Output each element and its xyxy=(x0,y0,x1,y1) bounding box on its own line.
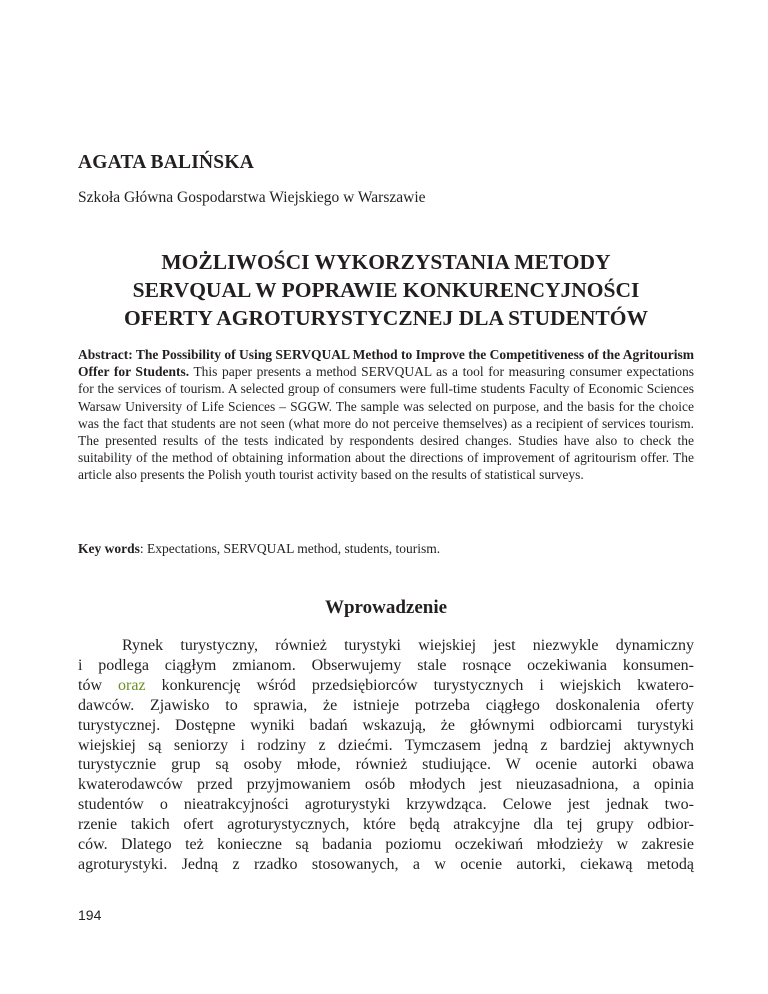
body-line: kwaterodawców przed przyjmowaniem osób młodych jest nieuzasadniona, a opinia xyxy=(78,776,694,794)
abstract-text: This paper presents a method SERVQUAL as a tool for measuring consumer expectations for the services of tourism. A selected group of consumers were full-time students Faculty of Economic Sciences Warsaw University of Life Sciences – SGGW. The sample was selected on purpose, and the basis for the choice was the fact that students are not seen (what more do not perceive themselves) as a recipient of services tourism. The presented results of the tests indicated by respondents desired changes. Studies have also to check the suitability of the method of obtaining information about the directions of improvement of agritourism offer. The article also presents the Polish youth tourist activity based on the results of statistical surveys. xyxy=(78,364,694,483)
body-line: turystycznie grup są osoby młode, również studiujące. W ocenie autorki obawa xyxy=(78,756,694,774)
body-line: ców. Dlatego też konieczne są badania poziomu oczekiwań młodzieży w zakresie xyxy=(78,836,694,854)
body-line: studentów o nieatrakcyjności agroturystyki krzywdząca. Celowe jest jednak two- xyxy=(78,796,694,814)
body-line-post: konkurencję wśród przedsiębiorców turystycznych i wiejskich kwatero- xyxy=(145,676,695,694)
abstract xyxy=(78,346,694,484)
body-line: agroturystyki. Jedną z rzadko stosowanych, a w ocenie autorki, ciekawą metodą xyxy=(78,855,694,873)
paper-title xyxy=(78,248,694,332)
keywords xyxy=(78,541,440,557)
body-line-pre: tów xyxy=(78,676,119,694)
body-line: rzenie takich ofert agroturystycznych, które będą atrakcyjne dla tej grupy odbior- xyxy=(78,816,694,834)
title-line: OFERTY AGROTURYSTYCZNEJ DLA STUDENTÓW xyxy=(124,306,648,330)
highlighted-word: oraz xyxy=(118,676,146,694)
body-line: turystycznej. Dostępne wyniki badań wskazują, że głównymi odbiorcami turystyki xyxy=(78,716,694,734)
body-line: wiejskiej są seniorzy i rodziny z dziećmi. Tymczasem jedną z bardziej aktywnych xyxy=(78,736,694,754)
body-line xyxy=(78,676,694,696)
keywords-label: Key words xyxy=(78,541,140,556)
author-affiliation: Szkoła Główna Gospodarstwa Wiejskiego w Warszawie xyxy=(78,189,426,206)
section-heading: Wprowadzenie xyxy=(324,597,448,618)
title-line: MOŻLIWOŚCI WYKORZYSTANIA METODY xyxy=(161,250,611,274)
body-line: Rynek turystyczny, również turystyki wiejskiej jest niezwykle dynamiczny xyxy=(122,637,694,654)
title-line: SERVQUAL W POPRAWIE KONKURENCYJNOŚCI xyxy=(132,278,640,302)
body-text xyxy=(78,636,694,875)
abstract-label: Abstract: The Possibility of Using SERVQUAL Method to Improve the Competitiveness of the Agritourism Offer for Students. xyxy=(78,347,694,380)
page-number: 194 xyxy=(78,907,102,923)
body-line: dawców. Zjawisko to sprawia, że istnieje potrzeba ciągłego doskonalenia oferty xyxy=(78,696,694,714)
keywords-text: : Expectations, SERVQUAL method, students, tourism. xyxy=(139,541,441,556)
body-line: i podlega ciągłym zmianom. Obserwujemy stale rosnące oczekiwania konsumen- xyxy=(78,656,694,674)
author-name: AGATA BALIŃSKA xyxy=(78,152,254,173)
